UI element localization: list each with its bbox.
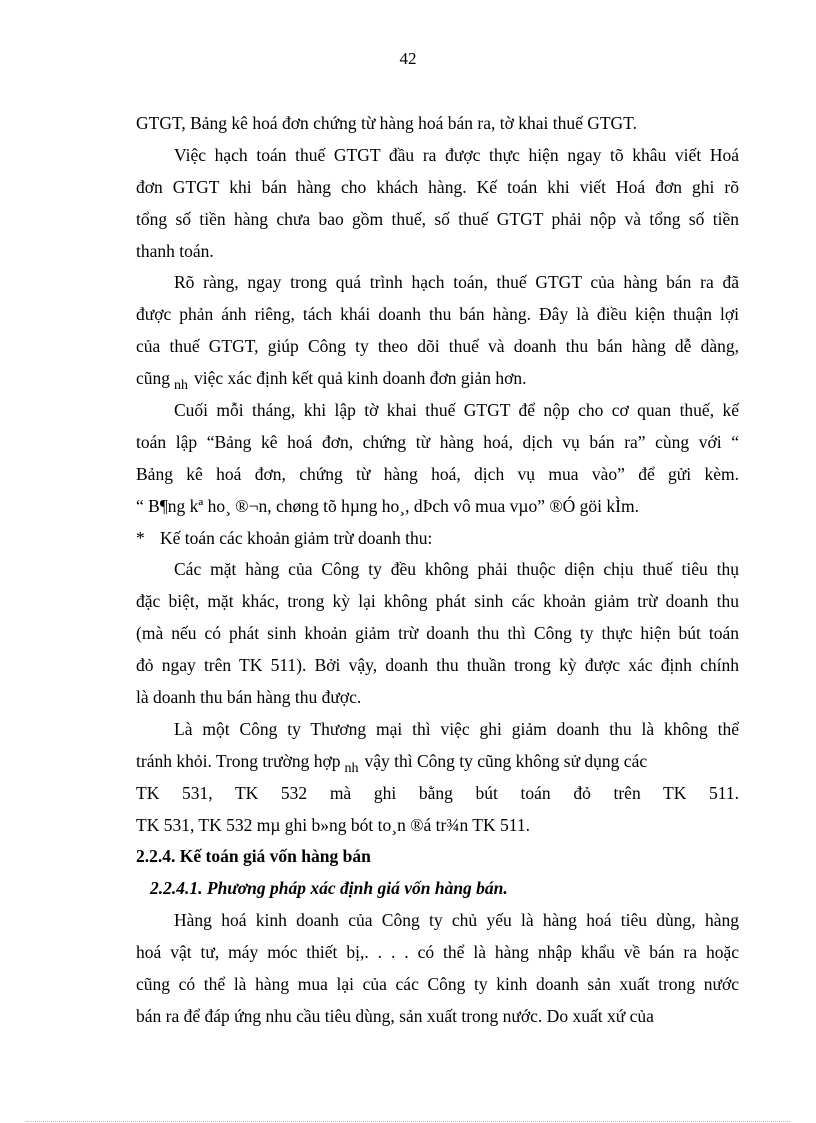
subscript-fragment: nh: [344, 760, 359, 776]
page-bottom-divider: [26, 1121, 790, 1122]
bullet-item: [136, 523, 739, 555]
text-line: đỏ ngay trên TK 511). Bởi vậy, doanh thu thuần trong kỳ được xác định chính: [136, 655, 739, 676]
text-line: [136, 363, 739, 395]
line-text-before: cũng: [136, 368, 171, 389]
bullet-text: Kế toán các khoản giảm trừ doanh thu:: [160, 527, 433, 548]
subscript-fragment: nh: [174, 378, 189, 394]
text-line: “ B¶ng kª ho¸ ®¬n, chøng tõ hµng ho¸, dÞch vô mua vµo” ®Ó göi kÌm.: [136, 495, 639, 516]
text-line: là doanh thu bán hàng thu được.: [136, 687, 362, 708]
text-line: (mà nếu có phát sinh khoản giảm trừ doanh thu thì Công ty thực hiện bút toán: [136, 623, 739, 644]
text-line: TK 531, TK 532 mà ghi bằng bút toán đỏ trên TK 511.: [136, 782, 739, 803]
bullet-marker: *: [136, 527, 145, 548]
subsection-heading: 2.2.4.1. Phương pháp xác định giá vốn hàng bán.: [150, 878, 508, 899]
document-body: [136, 108, 739, 1033]
line-text-after: việc xác định kết quả kinh doanh đơn giản hơn.: [194, 368, 527, 389]
text-line: đơn GTGT khi bán hàng cho khách hàng. Kế toán khi viết Hoá đơn ghi rõ: [136, 176, 739, 197]
text-line: [136, 746, 739, 778]
text-line: thanh toán.: [136, 240, 214, 261]
text-line: Việc hạch toán thuế GTGT đầu ra được thực hiện ngay tõ khâu viết Hoá: [174, 144, 739, 165]
text-line: toán lập “Bảng kê hoá đơn, chứng từ hàng hoá, dịch vụ bán ra” cùng với “: [136, 431, 739, 452]
section-heading: 2.2.4. Kế toán giá vốn hàng bán: [136, 846, 371, 867]
text-line: được phản ánh riêng, tách khái doanh thu bán hàng. Đây là điều kiện thuận lợi: [136, 304, 739, 325]
text-line: Hàng hoá kinh doanh của Công ty chủ yếu là hàng hoá tiêu dùng, hàng: [174, 910, 739, 931]
page-number: 42: [399, 49, 417, 68]
text-line: cũng có thể là hàng mua lại của các Công ty kinh doanh sản xuất trong nước: [136, 974, 739, 995]
text-line: Các mặt hàng của Công ty đều không phải thuộc diện chịu thuế tiêu thụ: [174, 559, 739, 580]
text-line: tổng số tiền hàng chưa bao gồm thuế, số thuế GTGT phải nộp và tổng số tiền: [136, 208, 739, 229]
text-line: đặc biệt, mặt khác, trong kỳ lại không phát sinh các khoản giảm trừ doanh thu: [136, 591, 739, 612]
text-line: bán ra để đáp ứng nhu cầu tiêu dùng, sản xuất trong nước. Do xuất xứ của: [136, 1005, 654, 1026]
text-line: TK 531, TK 532 mµ ghi b»ng bót to¸n ®á tr¾n TK 511.: [136, 814, 530, 835]
line-text-before: tránh khỏi. Trong trường hợp: [136, 750, 341, 771]
text-line: GTGT, Bảng kê hoá đơn chứng từ hàng hoá bán ra, tờ khai thuế GTGT.: [136, 113, 637, 133]
text-line: của thuế GTGT, giúp Công ty theo dõi thuế và doanh thu bán hàng dễ dàng,: [136, 336, 739, 357]
text-line: Bảng kê hoá đơn, chứng từ hàng hoá, dịch vụ mua vào” để gửi kèm.: [136, 463, 739, 484]
text-line: Cuối mỗi tháng, khi lập tờ khai thuế GTGT để nộp cho cơ quan thuế, kế: [174, 400, 739, 421]
line-text-after: vậy thì Công ty cũng không sử dụng các: [364, 750, 648, 771]
text-line: Là một Công ty Thương mại thì việc ghi giảm doanh thu là không thể: [174, 718, 739, 739]
text-line: Rõ ràng, ngay trong quá trình hạch toán, thuế GTGT của hàng bán ra đã: [174, 272, 739, 293]
text-line: hoá vật tư, máy móc thiết bị,. . . . có thể là hàng nhập khẩu về bán ra hoặc: [136, 942, 739, 963]
